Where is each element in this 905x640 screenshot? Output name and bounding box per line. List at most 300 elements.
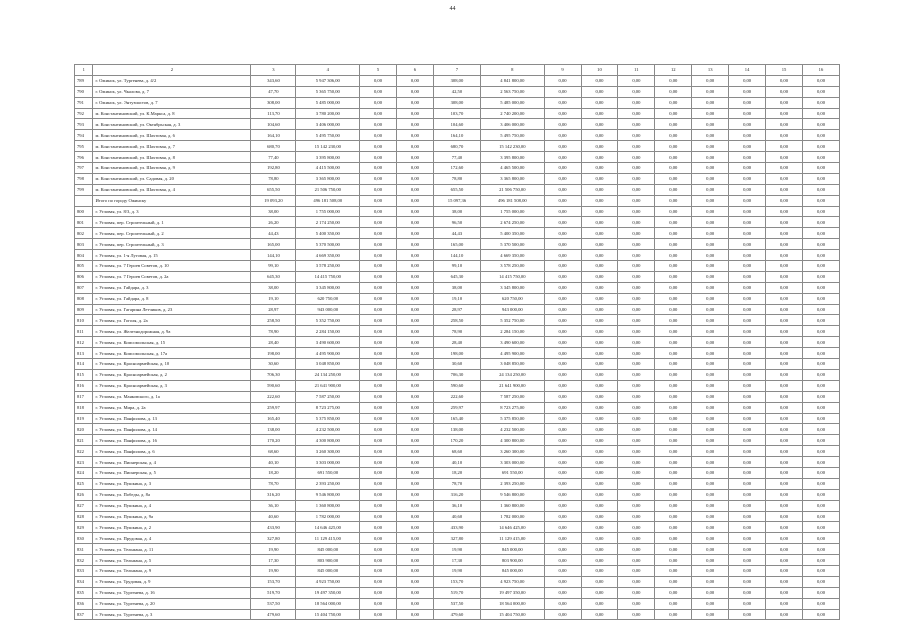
- value-cell: 0,00: [544, 261, 581, 272]
- value-cell: 0,00: [544, 217, 581, 228]
- value-cell: 0,00: [655, 489, 692, 500]
- value-cell: 0,00: [655, 239, 692, 250]
- value-cell: 0,00: [396, 511, 433, 522]
- value-cell: 0,00: [729, 424, 766, 435]
- value-cell: 28,40: [251, 337, 296, 348]
- value-cell: 1 360 800,00: [296, 500, 360, 511]
- value-cell: 0,00: [729, 119, 766, 130]
- value-cell: 0,00: [766, 478, 803, 489]
- row-number-cell: 807: [75, 282, 93, 293]
- value-cell: 0,00: [655, 337, 692, 348]
- address-cell: г. Угловая, ул. 1-я Луговая, д. 15: [93, 250, 251, 261]
- value-cell: 0,00: [692, 130, 729, 141]
- table-row: [75, 141, 840, 152]
- value-cell: 0,00: [802, 315, 839, 326]
- value-cell: 1 782 000,00: [296, 511, 360, 522]
- value-cell: 0,00: [618, 587, 655, 598]
- value-cell: 7 587 250,00: [296, 391, 360, 402]
- value-cell: 0,00: [618, 598, 655, 609]
- value-cell: 0,00: [396, 402, 433, 413]
- value-cell: 0,00: [396, 271, 433, 282]
- value-cell: 0,00: [692, 576, 729, 587]
- subtotal-row: [75, 195, 840, 206]
- value-cell: 0,00: [544, 239, 581, 250]
- value-cell: 1 755 000,00: [481, 206, 545, 217]
- value-cell: 0,00: [802, 173, 839, 184]
- value-cell: 4 232 500,00: [296, 424, 360, 435]
- value-cell: 0,00: [729, 108, 766, 119]
- value-cell: 0,00: [729, 576, 766, 587]
- value-cell: 222,60: [251, 391, 296, 402]
- value-cell: 0,00: [581, 293, 618, 304]
- value-cell: 0,00: [655, 533, 692, 544]
- value-cell: 68,60: [433, 446, 480, 457]
- column-header: 15: [766, 65, 803, 76]
- value-cell: 0,00: [802, 75, 839, 86]
- value-cell: 0,00: [618, 130, 655, 141]
- value-cell: 19 497 350,00: [481, 587, 545, 598]
- address-cell: г. Угловая, ул. Гоголя, д. 2а: [93, 315, 251, 326]
- value-cell: 3 578 250,00: [481, 261, 545, 272]
- value-cell: 0,00: [766, 250, 803, 261]
- value-cell: 0,00: [581, 239, 618, 250]
- value-cell: 0,00: [655, 457, 692, 468]
- value-cell: 0,00: [692, 457, 729, 468]
- value-cell: 680,70: [251, 141, 296, 152]
- value-cell: 0,00: [766, 173, 803, 184]
- address-cell: м. Константиновский, ул. Садовая, д. 20: [93, 173, 251, 184]
- value-cell: 0,00: [729, 402, 766, 413]
- address-cell: г. Угловая, пер. Строительный, д. 3: [93, 239, 251, 250]
- value-cell: 0,00: [581, 250, 618, 261]
- table-row: [75, 271, 840, 282]
- value-cell: 0,00: [618, 544, 655, 555]
- row-number-cell: 833: [75, 565, 93, 576]
- address-cell: г. Угловая, ул. Пионерская, д. 4: [93, 457, 251, 468]
- value-cell: 655,50: [433, 184, 480, 195]
- value-cell: 0,00: [655, 369, 692, 380]
- value-cell: 0,00: [581, 533, 618, 544]
- row-number-cell: 806: [75, 271, 93, 282]
- row-number-cell: 826: [75, 489, 93, 500]
- value-cell: 316,20: [433, 489, 480, 500]
- value-cell: 0,00: [766, 326, 803, 337]
- value-cell: 3 578 250,00: [296, 261, 360, 272]
- value-cell: 28,97: [433, 304, 480, 315]
- value-cell: 0,00: [692, 380, 729, 391]
- address-cell: г. Угловая, ул. Красноармейская, д. 3: [93, 380, 251, 391]
- value-cell: 0,00: [766, 348, 803, 359]
- value-cell: 0,00: [618, 511, 655, 522]
- value-cell: 0,00: [729, 544, 766, 555]
- page-number: 44: [449, 6, 456, 12]
- value-cell: 0,00: [618, 184, 655, 195]
- value-cell: 113,70: [251, 108, 296, 119]
- value-cell: 680,70: [433, 141, 480, 152]
- value-cell: 0,00: [655, 544, 692, 555]
- value-cell: 78,90: [433, 326, 480, 337]
- value-cell: 0,00: [581, 97, 618, 108]
- value-cell: 0,00: [396, 293, 433, 304]
- value-cell: 7 587 250,00: [481, 391, 545, 402]
- table-row: [75, 587, 840, 598]
- value-cell: 0,00: [655, 152, 692, 163]
- value-cell: 19,90: [251, 544, 296, 555]
- value-cell: 0,00: [396, 119, 433, 130]
- value-cell: 0,00: [396, 282, 433, 293]
- value-cell: 0,00: [692, 326, 729, 337]
- value-cell: 0,00: [655, 435, 692, 446]
- value-cell: 0,00: [581, 489, 618, 500]
- value-cell: 0,00: [396, 228, 433, 239]
- value-cell: 0,00: [655, 195, 692, 206]
- value-cell: 0,00: [360, 86, 397, 97]
- value-cell: 0,00: [396, 435, 433, 446]
- address-cell: г. Угловая, ул. Железнодорожная, д. 9а: [93, 326, 251, 337]
- value-cell: 0,00: [802, 282, 839, 293]
- value-cell: 0,00: [544, 467, 581, 478]
- row-number-cell: 812: [75, 337, 93, 348]
- value-cell: 172,60: [433, 163, 480, 174]
- value-cell: 138,00: [251, 424, 296, 435]
- value-cell: 3 395 800,00: [296, 152, 360, 163]
- value-cell: 14 415 750,00: [296, 271, 360, 282]
- value-cell: 2 563 750,00: [481, 86, 545, 97]
- value-cell: 0,00: [396, 206, 433, 217]
- value-cell: 17,30: [433, 555, 480, 566]
- address-cell: г. Угловая, ул. Комсомольская, д. 17а: [93, 348, 251, 359]
- value-cell: 0,00: [655, 75, 692, 86]
- value-cell: 0,00: [618, 391, 655, 402]
- table-row: [75, 380, 840, 391]
- value-cell: 0,00: [360, 522, 397, 533]
- value-cell: 0,00: [618, 500, 655, 511]
- value-cell: 3 395 800,00: [481, 152, 545, 163]
- value-cell: 0,00: [544, 163, 581, 174]
- value-cell: 0,00: [581, 86, 618, 97]
- value-cell: 44,43: [433, 228, 480, 239]
- value-cell: 0,00: [581, 424, 618, 435]
- value-cell: 192,80: [251, 163, 296, 174]
- value-cell: 0,00: [360, 108, 397, 119]
- value-cell: 0,00: [802, 380, 839, 391]
- value-cell: 0,00: [544, 119, 581, 130]
- row-number-cell: 813: [75, 348, 93, 359]
- value-cell: 144,10: [251, 250, 296, 261]
- row-number-cell: 809: [75, 304, 93, 315]
- value-cell: 0,00: [655, 271, 692, 282]
- address-cell: м. Константиновский, ул. К.Маркса, д. 8: [93, 108, 251, 119]
- value-cell: 0,00: [396, 326, 433, 337]
- value-cell: 18 564 000,00: [481, 598, 545, 609]
- table-row: [75, 511, 840, 522]
- row-number-cell: 824: [75, 467, 93, 478]
- value-cell: 0,00: [692, 195, 729, 206]
- value-cell: 0,00: [802, 457, 839, 468]
- table-row: [75, 293, 840, 304]
- value-cell: 0,00: [655, 206, 692, 217]
- row-number-cell: 823: [75, 457, 93, 468]
- value-cell: 0,00: [360, 413, 397, 424]
- value-cell: 0,00: [655, 250, 692, 261]
- value-cell: 4 841 800,00: [481, 75, 545, 86]
- value-cell: 0,00: [396, 337, 433, 348]
- column-header: 6: [396, 65, 433, 76]
- value-cell: 259,97: [251, 402, 296, 413]
- value-cell: 0,00: [692, 424, 729, 435]
- value-cell: 0,00: [655, 565, 692, 576]
- value-cell: 0,00: [581, 141, 618, 152]
- value-cell: 40,60: [251, 511, 296, 522]
- value-cell: 0,00: [655, 228, 692, 239]
- value-cell: 537,50: [433, 598, 480, 609]
- value-cell: 0,00: [802, 413, 839, 424]
- table-body: [75, 75, 840, 620]
- value-cell: 3 490 600,00: [481, 337, 545, 348]
- value-cell: 0,00: [581, 391, 618, 402]
- value-cell: 0,00: [544, 413, 581, 424]
- value-cell: 0,00: [360, 555, 397, 566]
- value-cell: 144,10: [433, 250, 480, 261]
- address-cell: г. Угловая, ул. Красноармейская, д. 2: [93, 369, 251, 380]
- value-cell: 0,00: [802, 239, 839, 250]
- value-cell: 0,00: [692, 369, 729, 380]
- value-cell: 0,00: [729, 293, 766, 304]
- value-cell: 0,00: [544, 337, 581, 348]
- value-cell: 645,30: [433, 271, 480, 282]
- row-number-cell: 803: [75, 239, 93, 250]
- value-cell: 0,00: [692, 413, 729, 424]
- value-cell: 0,00: [802, 359, 839, 370]
- value-cell: 0,00: [396, 141, 433, 152]
- value-cell: 0,00: [581, 195, 618, 206]
- value-cell: 0,00: [360, 163, 397, 174]
- table-row: [75, 359, 840, 370]
- value-cell: 0,00: [544, 348, 581, 359]
- value-cell: 0,00: [692, 271, 729, 282]
- value-cell: 0,00: [655, 315, 692, 326]
- value-cell: 0,00: [766, 217, 803, 228]
- row-number-cell: 829: [75, 522, 93, 533]
- value-cell: 0,00: [766, 261, 803, 272]
- value-cell: 0,00: [729, 337, 766, 348]
- value-cell: 0,00: [581, 380, 618, 391]
- value-cell: 0,00: [692, 152, 729, 163]
- value-cell: 0,00: [618, 228, 655, 239]
- address-cell: м. Константиновский, ул. Шахтовая, д. 6: [93, 130, 251, 141]
- value-cell: 0,00: [618, 97, 655, 108]
- value-cell: 0,00: [360, 130, 397, 141]
- value-cell: 19 497 350,00: [296, 587, 360, 598]
- value-cell: 0,00: [692, 217, 729, 228]
- value-cell: 0,00: [396, 478, 433, 489]
- value-cell: 0,00: [396, 555, 433, 566]
- value-cell: 0,00: [360, 391, 397, 402]
- value-cell: 0,00: [360, 293, 397, 304]
- value-cell: 691 550,00: [481, 467, 545, 478]
- table-row: [75, 467, 840, 478]
- row-number-cell: 830: [75, 533, 93, 544]
- value-cell: 0,00: [396, 163, 433, 174]
- row-number-cell: 832: [75, 555, 93, 566]
- value-cell: 0,00: [618, 359, 655, 370]
- value-cell: 845 000,00: [481, 565, 545, 576]
- value-cell: 0,00: [544, 446, 581, 457]
- value-cell: 0,00: [618, 478, 655, 489]
- value-cell: 0,00: [618, 446, 655, 457]
- table-row: [75, 304, 840, 315]
- value-cell: 0,00: [360, 152, 397, 163]
- row-number-cell: 793: [75, 119, 93, 130]
- value-cell: 0,00: [396, 315, 433, 326]
- value-cell: 24 134 250,00: [481, 369, 545, 380]
- value-cell: 479,60: [433, 609, 480, 620]
- value-cell: 14 646 425,00: [296, 522, 360, 533]
- value-cell: 0,00: [360, 467, 397, 478]
- table-row: [75, 576, 840, 587]
- value-cell: 3 303 000,00: [296, 457, 360, 468]
- value-cell: 0,00: [729, 206, 766, 217]
- value-cell: 0,00: [396, 446, 433, 457]
- table-row: [75, 75, 840, 86]
- value-cell: 0,00: [766, 206, 803, 217]
- row-number-cell: 822: [75, 446, 93, 457]
- value-cell: 259,97: [433, 402, 480, 413]
- value-cell: 0,00: [692, 522, 729, 533]
- value-cell: 68,60: [251, 446, 296, 457]
- value-cell: 78,80: [433, 173, 480, 184]
- value-cell: 0,00: [360, 337, 397, 348]
- value-cell: 0,00: [618, 119, 655, 130]
- value-cell: 3 780 200,00: [296, 108, 360, 119]
- value-cell: 0,00: [581, 206, 618, 217]
- value-cell: 0,00: [766, 86, 803, 97]
- value-cell: 0,00: [360, 271, 397, 282]
- value-cell: 170,20: [251, 435, 296, 446]
- value-cell: 0,00: [729, 598, 766, 609]
- value-cell: 0,00: [802, 293, 839, 304]
- value-cell: 0,00: [692, 565, 729, 576]
- value-cell: 0,00: [360, 511, 397, 522]
- value-cell: 21 506 750,00: [296, 184, 360, 195]
- table-row: [75, 282, 840, 293]
- value-cell: 0,00: [766, 402, 803, 413]
- value-cell: 18,20: [433, 467, 480, 478]
- value-cell: 153,70: [251, 576, 296, 587]
- value-cell: 5 375 850,00: [481, 413, 545, 424]
- address-cell: г. Угловая, ул. Прудовая, д. 4: [93, 533, 251, 544]
- value-cell: 0,00: [396, 500, 433, 511]
- value-cell: 0,00: [581, 413, 618, 424]
- value-cell: 0,00: [692, 250, 729, 261]
- table-row: [75, 609, 840, 620]
- value-cell: 38,00: [251, 282, 296, 293]
- row-number-cell: 802: [75, 228, 93, 239]
- value-cell: 0,00: [692, 228, 729, 239]
- value-cell: 0,00: [766, 533, 803, 544]
- value-cell: 165,00: [251, 239, 296, 250]
- value-cell: 0,00: [544, 206, 581, 217]
- value-cell: 0,00: [692, 206, 729, 217]
- value-cell: 0,00: [766, 609, 803, 620]
- value-cell: 0,00: [544, 478, 581, 489]
- value-cell: 2 393 250,00: [296, 478, 360, 489]
- value-cell: 0,00: [544, 489, 581, 500]
- value-cell: 4 923 750,00: [481, 576, 545, 587]
- value-cell: 0,00: [581, 152, 618, 163]
- value-cell: 0,00: [544, 598, 581, 609]
- value-cell: 620 750,00: [296, 293, 360, 304]
- value-cell: 0,00: [396, 533, 433, 544]
- value-cell: 0,00: [396, 457, 433, 468]
- value-cell: 0,00: [729, 359, 766, 370]
- value-cell: 0,00: [802, 500, 839, 511]
- value-cell: 8 723 275,00: [481, 402, 545, 413]
- value-cell: 0,00: [360, 446, 397, 457]
- address-cell: г. Угловая, ул. Гагарина Летчиков, д. 23: [93, 304, 251, 315]
- row-number-cell: 818: [75, 402, 93, 413]
- value-cell: 0,00: [802, 261, 839, 272]
- column-header: 11: [618, 65, 655, 76]
- value-cell: 0,00: [802, 391, 839, 402]
- value-cell: 21 506 750,00: [481, 184, 545, 195]
- value-cell: 5 370 500,00: [296, 239, 360, 250]
- data-table: [74, 64, 840, 620]
- row-number-cell: 799: [75, 184, 93, 195]
- value-cell: 0,00: [618, 467, 655, 478]
- value-cell: 0,00: [729, 369, 766, 380]
- value-cell: 0,00: [766, 152, 803, 163]
- value-cell: 496 181 508,00: [296, 195, 360, 206]
- row-number-cell: 795: [75, 141, 93, 152]
- value-cell: 0,00: [766, 184, 803, 195]
- value-cell: 0,00: [618, 326, 655, 337]
- value-cell: 0,00: [581, 108, 618, 119]
- value-cell: 0,00: [618, 348, 655, 359]
- value-cell: 0,00: [802, 130, 839, 141]
- value-cell: 0,00: [692, 282, 729, 293]
- value-cell: 96,50: [433, 217, 480, 228]
- value-cell: 845 000,00: [296, 565, 360, 576]
- value-cell: 3 406 000,00: [296, 119, 360, 130]
- value-cell: 5 365 750,00: [296, 86, 360, 97]
- value-cell: 0,00: [581, 228, 618, 239]
- value-cell: 0,00: [360, 359, 397, 370]
- value-cell: 44,43: [251, 228, 296, 239]
- value-cell: 0,00: [766, 544, 803, 555]
- value-cell: 19,90: [433, 544, 480, 555]
- value-cell: 104,60: [433, 119, 480, 130]
- value-cell: 0,00: [544, 282, 581, 293]
- value-cell: 0,00: [802, 304, 839, 315]
- value-cell: 0,00: [655, 555, 692, 566]
- value-cell: 0,00: [396, 97, 433, 108]
- value-cell: 30,60: [251, 359, 296, 370]
- value-cell: 0,00: [618, 609, 655, 620]
- value-cell: 0,00: [655, 359, 692, 370]
- value-cell: 0,00: [655, 478, 692, 489]
- value-cell: 0,00: [618, 163, 655, 174]
- row-number-cell: 791: [75, 97, 93, 108]
- value-cell: 0,00: [396, 598, 433, 609]
- value-cell: 5 495 750,00: [296, 130, 360, 141]
- value-cell: 0,00: [544, 315, 581, 326]
- column-header: 13: [692, 65, 729, 76]
- value-cell: 0,00: [729, 163, 766, 174]
- value-cell: 28,40: [433, 337, 480, 348]
- value-cell: 78,70: [251, 478, 296, 489]
- address-cell: г. Угловая, ул. 7 Героев Советов, д. 2а: [93, 271, 251, 282]
